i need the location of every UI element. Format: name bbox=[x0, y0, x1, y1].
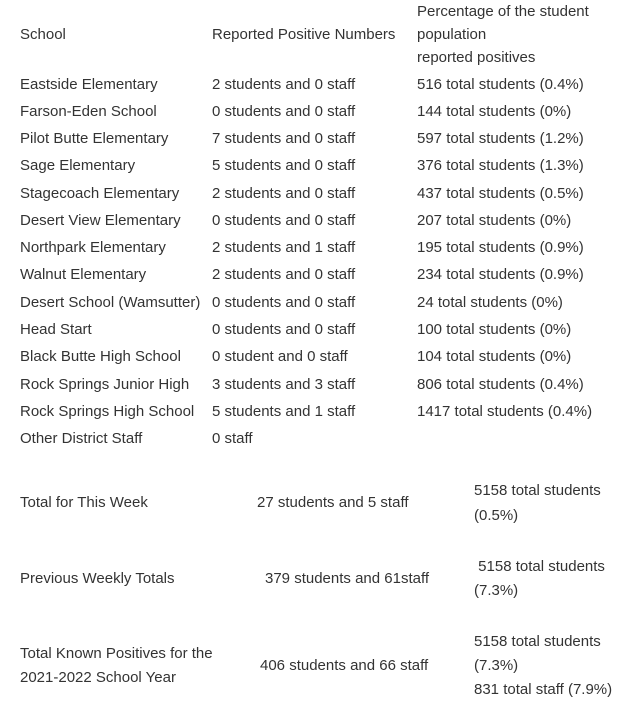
school-name: Northpark Elementary bbox=[20, 239, 166, 256]
header-reported: Reported Positive Numbers bbox=[212, 26, 396, 43]
school-name: Rock Springs Junior High bbox=[20, 376, 190, 393]
table-row bbox=[0, 425, 640, 452]
reported-positives: 2 students and 0 staff bbox=[212, 185, 356, 202]
reported-positives: 0 staff bbox=[212, 430, 253, 447]
school-name: Walnut Elementary bbox=[20, 266, 147, 283]
table-row bbox=[0, 289, 640, 316]
percentage: 24 total students (0%) bbox=[417, 294, 563, 311]
percentage: 516 total students (0.4%) bbox=[417, 76, 584, 93]
percentage: 234 total students (0.9%) bbox=[417, 266, 584, 283]
header-percentage-line2: population bbox=[417, 26, 487, 43]
table-row bbox=[0, 207, 640, 234]
reported-positives: 0 students and 0 staff bbox=[212, 294, 356, 311]
school-name: Farson-Eden School bbox=[20, 103, 157, 120]
percentage: 207 total students (0%) bbox=[417, 212, 572, 229]
totals-row-school-year bbox=[0, 630, 640, 705]
school-name: Eastside Elementary bbox=[20, 76, 158, 93]
totals-percentage-line2: (7.3%) bbox=[474, 582, 519, 599]
reported-positives: 3 students and 3 staff bbox=[212, 376, 356, 393]
percentage: 144 total students (0%) bbox=[417, 103, 572, 120]
header-percentage-line1: Percentage of the student bbox=[417, 3, 589, 20]
totals-reported: 379 students and 61staff bbox=[265, 570, 430, 587]
table-row bbox=[0, 71, 640, 98]
table-row bbox=[0, 343, 640, 370]
table-row bbox=[0, 261, 640, 288]
header-percentage-line3: reported positives bbox=[417, 49, 536, 66]
school-name: Pilot Butte Elementary bbox=[20, 130, 169, 147]
table-row bbox=[0, 316, 640, 343]
totals-label: Total for This Week bbox=[20, 494, 148, 511]
reported-positives: 5 students and 0 staff bbox=[212, 157, 356, 174]
school-name: Head Start bbox=[20, 321, 92, 338]
table-row bbox=[0, 152, 640, 179]
percentage: 806 total students (0.4%) bbox=[417, 376, 584, 393]
reported-positives: 0 students and 0 staff bbox=[212, 103, 356, 120]
totals-percentage-line2: (0.5%) bbox=[474, 507, 519, 524]
totals-reported: 406 students and 66 staff bbox=[260, 657, 429, 674]
school-name: Sage Elementary bbox=[20, 157, 136, 174]
reported-positives: 2 students and 0 staff bbox=[212, 266, 356, 283]
totals-label-line1: Total Known Positives for the bbox=[20, 645, 213, 662]
school-name: Stagecoach Elementary bbox=[20, 185, 180, 202]
percentage: 104 total students (0%) bbox=[417, 348, 572, 365]
table-row bbox=[0, 398, 640, 425]
totals-reported: 27 students and 5 staff bbox=[257, 494, 409, 511]
reported-positives: 7 students and 0 staff bbox=[212, 130, 356, 147]
reported-positives: 5 students and 1 staff bbox=[212, 403, 356, 420]
table-header-row bbox=[0, 0, 640, 70]
totals-label-line2: 2021-2022 School Year bbox=[20, 669, 176, 686]
table-row bbox=[0, 371, 640, 398]
table-row bbox=[0, 234, 640, 261]
totals-label: Previous Weekly Totals bbox=[20, 570, 175, 587]
table-row bbox=[0, 98, 640, 125]
reported-positives: 0 student and 0 staff bbox=[212, 348, 348, 365]
totals-percentage-line3: 831 total staff (7.9%) bbox=[474, 681, 613, 698]
school-name: Desert View Elementary bbox=[20, 212, 181, 229]
school-name: Black Butte High School bbox=[20, 348, 181, 365]
percentage: 437 total students (0.5%) bbox=[417, 185, 584, 202]
school-name: Desert School (Wamsutter) bbox=[20, 294, 201, 311]
totals-percentage-line1: 5158 total students bbox=[474, 558, 605, 575]
totals-percentage-line2: (7.3%) bbox=[474, 657, 519, 674]
reported-positives: 2 students and 1 staff bbox=[212, 239, 356, 256]
percentage: 376 total students (1.3%) bbox=[417, 157, 584, 174]
totals-percentage-line1: 5158 total students bbox=[474, 482, 601, 499]
table-row bbox=[0, 125, 640, 152]
percentage: 100 total students (0%) bbox=[417, 321, 572, 338]
table-row bbox=[0, 180, 640, 207]
reported-positives: 2 students and 0 staff bbox=[212, 76, 356, 93]
reported-positives: 0 students and 0 staff bbox=[212, 321, 356, 338]
school-name: Other District Staff bbox=[20, 430, 143, 447]
header-school: School bbox=[20, 26, 66, 43]
reported-positives: 0 students and 0 staff bbox=[212, 212, 356, 229]
totals-row-previous-weekly bbox=[0, 555, 640, 605]
totals-percentage-line1: 5158 total students bbox=[474, 633, 601, 650]
percentage: 195 total students (0.9%) bbox=[417, 239, 584, 256]
totals-row-this-week bbox=[0, 479, 640, 529]
percentage: 597 total students (1.2%) bbox=[417, 130, 584, 147]
percentage: 1417 total students (0.4%) bbox=[417, 403, 593, 420]
school-name: Rock Springs High School bbox=[20, 403, 195, 420]
